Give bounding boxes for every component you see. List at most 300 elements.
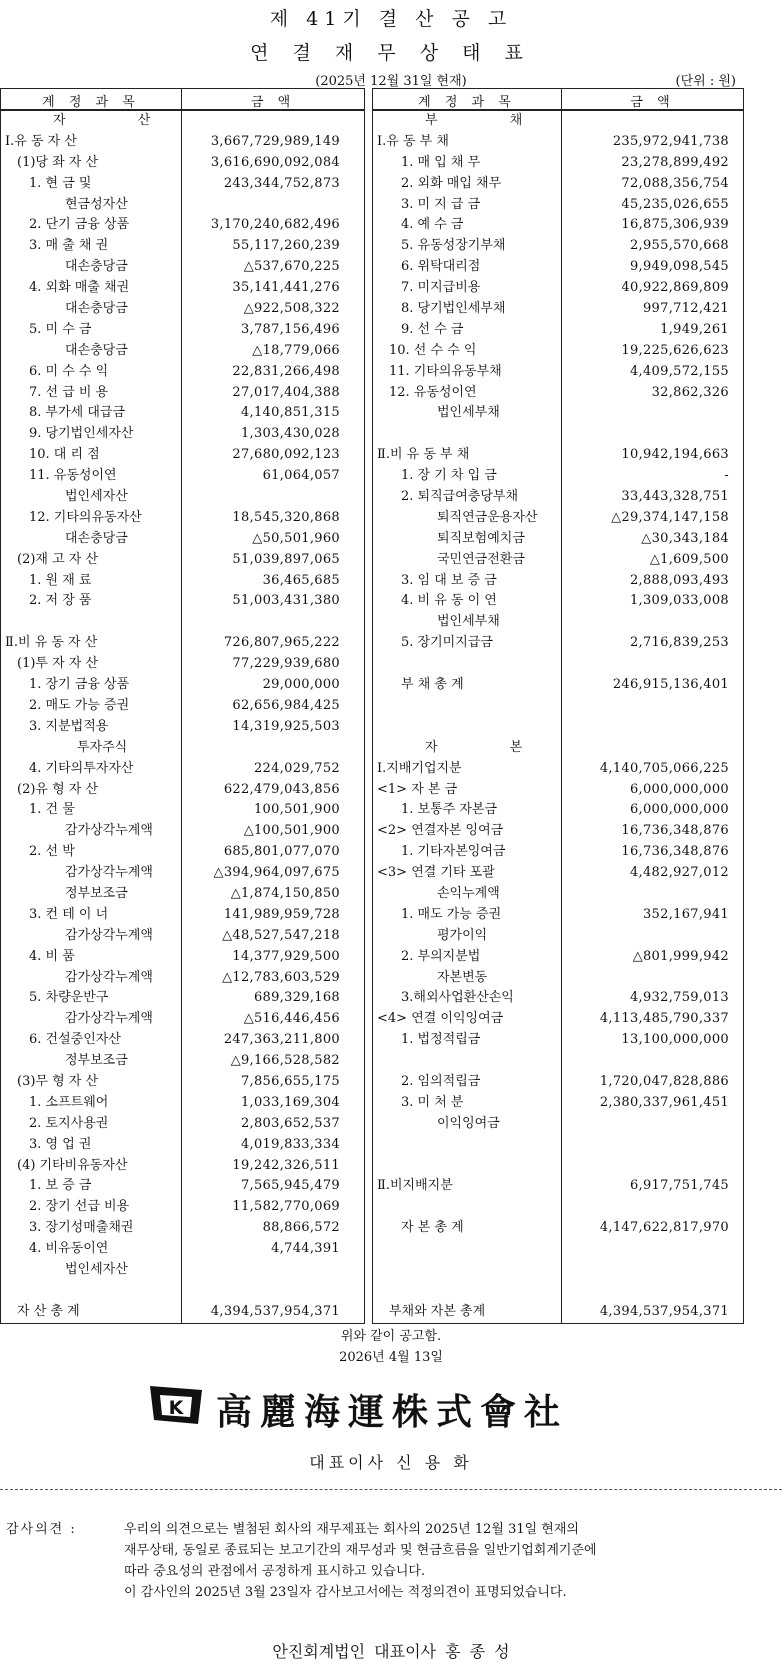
account-label: 1. 원 재 료 <box>29 572 92 588</box>
table-row <box>1 884 364 905</box>
table-row <box>373 529 743 550</box>
table-row <box>373 1051 743 1072</box>
amount-value: 2,955,570,668 <box>629 238 729 254</box>
table-row <box>373 111 743 132</box>
account-header: 계 정 과 목 <box>42 95 140 110</box>
account-label: Ⅰ.지배기업지분 <box>377 760 462 776</box>
table-row <box>373 320 743 341</box>
table-row <box>1 675 364 696</box>
account-label: <3> 연결 기타 포괄 <box>377 865 495 881</box>
amount-value: 72,088,356,754 <box>621 175 729 191</box>
account-label: 11. 기타의유동부채 <box>389 363 502 379</box>
table-row <box>373 550 743 571</box>
account-label: 정부보조금 <box>65 885 128 901</box>
table-row <box>373 696 743 717</box>
table-row <box>1 571 364 592</box>
amount-value: 55,117,260,239 <box>232 238 340 254</box>
account-label: 4. 비 품 <box>29 948 75 964</box>
amount-value: △30,343,184 <box>641 530 729 546</box>
table-row <box>1 1114 364 1135</box>
amount-value: 35,141,441,276 <box>232 280 340 296</box>
amount-value: △48,527,547,218 <box>222 927 340 943</box>
amount-value: 100,501,900 <box>253 802 340 818</box>
account-label: 현금성자산 <box>65 196 128 212</box>
amount-value: 36,465,685 <box>262 572 340 588</box>
amount-value: 88,866,572 <box>262 1220 340 1236</box>
amount-value: 726,807,965,222 <box>223 635 340 651</box>
account-label: 법인세자산 <box>65 489 128 505</box>
table-row <box>1 591 364 612</box>
account-label: 4. 비유동이연 <box>29 1241 109 1257</box>
table-row <box>373 1009 743 1030</box>
amount-value: 7,565,945,479 <box>240 1178 340 1194</box>
amount-value: △922,508,322 <box>243 301 340 317</box>
account-label: 법인세부채 <box>437 405 500 421</box>
amount-value: 18,545,320,868 <box>232 509 340 525</box>
account-label: 감가상각누계액 <box>65 865 153 881</box>
amount-value: 3,667,729,989,149 <box>210 133 340 149</box>
account-label: 자 본 총 계 <box>401 1220 464 1236</box>
account-label: 1. 소프트웨어 <box>29 1094 109 1110</box>
account-label: Ⅱ.비 유 동 부 채 <box>377 447 470 463</box>
account-label: 부채와 자본 총계 <box>389 1303 486 1319</box>
account-label: (4) 기타비유동자산 <box>17 1157 128 1173</box>
account-label: 5. 유동성장기부채 <box>401 238 506 254</box>
amount-value: 1,949,261 <box>660 321 729 337</box>
table-row <box>373 1093 743 1114</box>
account-label: 2. 단기 금융 상품 <box>29 217 130 233</box>
amount-value: △1,874,150,850 <box>230 885 340 901</box>
table-row <box>1 905 364 926</box>
audit-line: 우리의 의견으로는 별첨된 회사의 재무제표는 회사의 2025년 12월 31일 현재의 <box>124 1522 579 1537</box>
table-row <box>1 968 364 989</box>
account-label: 법인세자산 <box>65 1261 128 1277</box>
account-label: 1. 보 증 금 <box>29 1178 92 1194</box>
amount-value: 14,377,929,500 <box>232 948 340 964</box>
amount-value: 2,380,337,961,451 <box>599 1094 729 1110</box>
account-label: 정부보조금 <box>65 1053 128 1069</box>
account-label: 1. 현 금 및 <box>29 175 92 191</box>
account-label: 자 산 총 계 <box>17 1303 80 1319</box>
table-row <box>1 403 364 424</box>
closing-notice: 위와 같이 공고함. <box>340 1329 442 1344</box>
amount-value: 22,831,266,498 <box>232 363 340 379</box>
amount-value: 4,394,537,954,371 <box>599 1303 729 1319</box>
amount-value: 7,856,655,175 <box>240 1073 340 1089</box>
account-label: 9. 선 수 금 <box>401 321 464 337</box>
table-row <box>1 320 364 341</box>
table-row <box>373 842 743 863</box>
table-row <box>373 236 743 257</box>
account-label: 11. 유동성이연 <box>29 468 117 484</box>
account-label: 법인세부채 <box>437 614 500 630</box>
amount-value: △12,783,603,529 <box>222 969 340 985</box>
table-row <box>1 174 364 195</box>
table-row <box>1 1093 364 1114</box>
table-row <box>373 591 743 612</box>
amount-value: △516,446,456 <box>243 1011 340 1027</box>
table-row <box>373 675 743 696</box>
company-name: 高麗海運株式會社 <box>216 1391 569 1433</box>
amount-value: 45,235,026,655 <box>621 196 729 212</box>
table-row <box>373 968 743 989</box>
amount-value: 4,019,833,334 <box>240 1136 340 1152</box>
account-label: 1. 매 입 채 무 <box>401 154 481 170</box>
table-row <box>373 508 743 529</box>
account-label: 10. 선 수 수 익 <box>389 342 477 358</box>
liabilities-rows <box>373 111 743 1323</box>
table-row <box>373 1156 743 1177</box>
notice-title: 제 41기 결 산 공 고 <box>269 8 513 30</box>
amount-value: 243,344,752,873 <box>223 175 340 191</box>
table-row <box>1 445 364 466</box>
amount-value: 23,278,899,492 <box>621 154 729 170</box>
table-row <box>1 383 364 404</box>
table-row <box>373 1135 743 1156</box>
amount-value: 247,363,211,800 <box>223 1032 340 1048</box>
account-label: 퇴직연금운용자산 <box>437 509 538 525</box>
table-row <box>373 1114 743 1135</box>
table-row <box>1 153 364 174</box>
table-row <box>1 1072 364 1093</box>
audit-line: 이 감사인의 2025년 3월 23일자 감사보고서에는 적정의견이 표명되었습니다. <box>124 1585 567 1600</box>
table-row <box>1 696 364 717</box>
account-label: 이익잉여금 <box>437 1115 500 1131</box>
table-row <box>1 633 364 654</box>
table-row <box>373 383 743 404</box>
account-label: <4> 연결 이익잉여금 <box>377 1011 504 1027</box>
table-row <box>1 1218 364 1239</box>
account-label: 자본변동 <box>437 969 488 985</box>
amount-value: 689,329,168 <box>253 990 340 1006</box>
amount-value: 4,482,927,012 <box>629 865 729 881</box>
amount-value: △100,501,900 <box>243 823 340 839</box>
audit-opinion-label: 감사의견 : <box>6 1522 77 1537</box>
table-row <box>1 341 364 362</box>
account-label: 2. 퇴직급여충당부채 <box>401 489 518 505</box>
table-row <box>373 1176 743 1197</box>
account-label: (3)무 형 자 산 <box>17 1073 99 1089</box>
table-row <box>373 466 743 487</box>
liabilities-equity-table <box>372 88 744 1324</box>
table-row <box>373 612 743 633</box>
account-label: 감가상각누계액 <box>65 823 153 839</box>
account-label: 3. 미 지 급 금 <box>401 196 481 212</box>
amount-value: 9,949,098,545 <box>629 259 729 275</box>
account-label: <2> 연결자본 잉여금 <box>377 823 504 839</box>
table-row <box>1 1051 364 1072</box>
account-label: 1. 보통주 자본금 <box>401 802 498 818</box>
table-row <box>1 654 364 675</box>
account-label: Ⅱ.비 유 동 자 산 <box>5 635 98 651</box>
account-label: 3. 임 대 보 증 금 <box>401 572 497 588</box>
amount-value: △9,166,528,582 <box>230 1053 340 1069</box>
amount-value: 51,039,897,065 <box>232 551 340 567</box>
amount-value: 4,147,622,817,970 <box>599 1220 729 1236</box>
table-row <box>373 424 743 445</box>
amount-value: 2,803,652,537 <box>240 1115 340 1131</box>
amount-value: 2,888,093,493 <box>629 572 729 588</box>
audit-opinion-text <box>124 1519 774 1603</box>
table-row <box>373 926 743 947</box>
table-row <box>373 780 743 801</box>
table-row <box>1 988 364 1009</box>
account-label: 6. 건설중인자산 <box>29 1032 121 1048</box>
account-label: 자 본 <box>425 739 557 755</box>
table-row <box>1 1030 364 1051</box>
statement-title: 연 결 재 무 상 태 표 <box>250 42 532 64</box>
table-row <box>373 403 743 424</box>
account-label: 자 산 <box>53 113 185 128</box>
table-row <box>1 717 364 738</box>
account-label: 8. 부가세 대급금 <box>29 405 126 421</box>
amount-value: - <box>724 468 729 484</box>
table-row <box>373 1260 743 1281</box>
amount-value: △18,779,066 <box>252 342 340 358</box>
table-row <box>1 1156 364 1177</box>
table-row <box>373 1302 743 1323</box>
account-label: 1. 매도 가능 증권 <box>401 906 502 922</box>
account-label: 대손충당금 <box>65 342 128 358</box>
account-label: 1. 장기 금융 상품 <box>29 677 130 693</box>
table-row <box>373 800 743 821</box>
account-label: 1. 기타자본잉여금 <box>401 844 506 860</box>
amount-value: 51,003,431,380 <box>232 593 340 609</box>
amount-value: 997,712,421 <box>642 301 729 317</box>
table-row <box>1 1281 364 1302</box>
amount-value: 4,744,391 <box>271 1241 340 1257</box>
account-label: 4. 외화 매출 채권 <box>29 280 130 296</box>
account-label: 감가상각누계액 <box>65 1011 153 1027</box>
account-label: 부 채 총 계 <box>401 677 464 693</box>
table-row <box>1 487 364 508</box>
table-row <box>373 759 743 780</box>
table-row <box>373 132 743 153</box>
amount-value: 141,989,959,728 <box>223 906 340 922</box>
account-label: 평가이익 <box>437 927 488 943</box>
table-row <box>1 508 364 529</box>
amount-value: 4,409,572,155 <box>629 363 729 379</box>
account-label: Ⅰ.유 동 부 채 <box>377 133 449 149</box>
ceo-name: 대표이사 신 용 화 <box>309 1453 473 1472</box>
amount-value: 6,000,000,000 <box>629 781 729 797</box>
table-row <box>1 132 364 153</box>
amount-value: 246,915,136,401 <box>612 677 729 693</box>
amount-value: 3,616,690,092,084 <box>210 154 340 170</box>
table-row <box>373 821 743 842</box>
amount-value: 33,443,328,751 <box>621 489 729 505</box>
account-label: 3. 지분법적용 <box>29 718 109 734</box>
table-row <box>373 905 743 926</box>
logo-letter: K <box>168 1397 184 1419</box>
table-row <box>373 1218 743 1239</box>
account-label: 2. 선 박 <box>29 844 75 860</box>
account-label: 3. 장기성매출채권 <box>29 1220 134 1236</box>
account-label: 감가상각누계액 <box>65 969 153 985</box>
amount-value: 224,029,752 <box>253 760 340 776</box>
currency-unit: (단위 : 원) <box>675 74 736 89</box>
account-label: Ⅰ.유 동 자 산 <box>5 133 77 149</box>
table-row <box>1 215 364 236</box>
amount-value: △1,609,500 <box>649 551 729 567</box>
account-label: 투자주식 <box>77 739 128 755</box>
table-row <box>373 299 743 320</box>
audit-line: 재무상태, 동일로 종료되는 보고기간의 재무성과 및 현금흐름을 일반기업회계기준에 <box>124 1543 597 1558</box>
table-row <box>373 445 743 466</box>
table-row <box>373 1197 743 1218</box>
account-label: 3. 영 업 권 <box>29 1136 92 1152</box>
amount-value: 13,100,000,000 <box>621 1032 729 1048</box>
account-label: 1. 건 물 <box>29 802 75 818</box>
amount-value: 19,242,326,511 <box>232 1157 340 1173</box>
assets-table-header <box>1 89 364 111</box>
amount-value: 1,303,430,028 <box>240 426 340 442</box>
account-label: 12. 유동성이연 <box>389 384 477 400</box>
table-row <box>1 195 364 216</box>
account-label: 퇴직보험예치금 <box>437 530 525 546</box>
table-row <box>373 1239 743 1260</box>
dashed-divider <box>0 1489 782 1490</box>
table-row <box>1 111 364 132</box>
account-label: 대손충당금 <box>65 530 128 546</box>
account-label: 10. 대 리 점 <box>29 447 100 463</box>
amount-value: 1,033,169,304 <box>240 1094 340 1110</box>
table-row <box>1 1135 364 1156</box>
amount-value: 235,972,941,738 <box>612 133 729 149</box>
account-label: 대손충당금 <box>65 259 128 275</box>
amount-value: 1,720,047,828,886 <box>599 1073 729 1089</box>
table-row <box>373 1030 743 1051</box>
account-label: 12. 기타의유동자산 <box>29 509 142 525</box>
table-row <box>1 1197 364 1218</box>
amount-value: 19,225,626,623 <box>621 342 729 358</box>
account-label: 3. 매 출 채 권 <box>29 238 109 254</box>
amount-value: 685,801,077,070 <box>223 844 340 860</box>
closing-date: 2026년 4월 13일 <box>339 1350 443 1365</box>
amount-value: 3,170,240,682,496 <box>210 217 340 233</box>
account-label: (2)유 형 자 산 <box>17 781 99 797</box>
account-label: 7. 선 급 비 용 <box>29 384 109 400</box>
amount-value: △801,999,942 <box>632 948 729 964</box>
amount-value: 40,922,869,809 <box>621 280 729 296</box>
account-label: 1. 법정적립금 <box>401 1032 481 1048</box>
account-label: 9. 당기법인세자산 <box>29 426 134 442</box>
table-row <box>1 926 364 947</box>
table-row <box>1 550 364 571</box>
amount-value: △394,964,097,675 <box>213 865 340 881</box>
table-row <box>1 1009 364 1030</box>
table-row <box>1 947 364 968</box>
amount-value: 4,113,485,790,337 <box>599 1011 729 1027</box>
account-header: 계 정 과 목 <box>418 95 516 110</box>
account-label: 8. 당기법인세부채 <box>401 301 506 317</box>
table-row <box>1 800 364 821</box>
account-label: 6. 위탁대리점 <box>401 259 481 275</box>
amount-value: 62,656,984,425 <box>232 697 340 713</box>
amount-value: 1,309,033,008 <box>629 593 729 609</box>
amount-value: △50,501,960 <box>252 530 340 546</box>
account-label: <1> 자 본 금 <box>377 781 458 797</box>
table-row <box>1 278 364 299</box>
account-label: 2. 부의지분법 <box>401 948 481 964</box>
account-label: 2. 외화 매입 채무 <box>401 175 502 191</box>
table-row <box>373 278 743 299</box>
audit-line: 따라 중요성의 관점에서 공정하게 표시하고 있습니다. <box>124 1564 426 1579</box>
account-label: 2. 장기 선급 비용 <box>29 1199 130 1215</box>
table-row <box>1 738 364 759</box>
table-row <box>1 236 364 257</box>
account-label: 2. 토지사용권 <box>29 1115 109 1131</box>
table-row <box>373 717 743 738</box>
table-row <box>1 1239 364 1260</box>
table-row <box>1 1302 364 1323</box>
table-row <box>373 362 743 383</box>
account-label: 대손충당금 <box>65 301 128 317</box>
amount-value: 622,479,043,856 <box>223 781 340 797</box>
table-row <box>1 842 364 863</box>
table-row <box>373 738 743 759</box>
amount-value: 32,862,326 <box>651 384 729 400</box>
amount-value: 4,140,705,066,225 <box>599 760 729 776</box>
account-label: 부 채 <box>425 113 557 128</box>
amount-value: 4,932,759,013 <box>629 990 729 1006</box>
account-label: 손익누계액 <box>437 885 500 901</box>
account-label: 4. 기타의투자자산 <box>29 760 134 776</box>
account-label: 4. 비 유 동 이 연 <box>401 593 497 609</box>
table-row <box>373 863 743 884</box>
account-label: 3. 미 처 분 <box>401 1094 464 1110</box>
table-row <box>373 1281 743 1302</box>
amount-value: △537,670,225 <box>243 259 340 275</box>
amount-header: 금 액 <box>630 95 675 110</box>
company-flag-logo-icon <box>150 1386 202 1426</box>
amount-value: 27,017,404,388 <box>232 384 340 400</box>
table-row <box>373 1072 743 1093</box>
table-row <box>373 633 743 654</box>
amount-value: 6,917,751,745 <box>629 1178 729 1194</box>
table-row <box>1 424 364 445</box>
account-label: 7. 미지급비용 <box>401 280 481 296</box>
table-row <box>1 780 364 801</box>
table-row <box>1 529 364 550</box>
table-row <box>1 821 364 842</box>
amount-value: 2,716,839,253 <box>629 635 729 651</box>
account-label: 1. 장 기 차 입 금 <box>401 468 497 484</box>
amount-value: 16,736,348,876 <box>621 844 729 860</box>
amount-value: 14,319,925,503 <box>232 718 340 734</box>
account-label: 5. 미 수 금 <box>29 321 92 337</box>
amount-value: 4,140,851,315 <box>240 405 340 421</box>
table-row <box>1 299 364 320</box>
assets-rows <box>1 111 364 1323</box>
amount-value: 352,167,941 <box>642 906 729 922</box>
liabilities-table-header <box>373 89 743 111</box>
table-row <box>373 195 743 216</box>
amount-header: 금 액 <box>250 95 296 110</box>
account-label: Ⅱ.비지배지분 <box>377 1178 453 1194</box>
amount-value: 6,000,000,000 <box>629 802 729 818</box>
table-row <box>373 215 743 236</box>
auditor-signature: 안진회계법인 대표이사 홍 종 성 <box>272 1642 510 1661</box>
table-row <box>373 341 743 362</box>
table-row <box>1 466 364 487</box>
table-row <box>373 174 743 195</box>
table-row <box>1 362 364 383</box>
account-label: (2)재 고 자 산 <box>17 551 99 567</box>
table-row <box>1 759 364 780</box>
account-label: 2. 임의적립금 <box>401 1073 481 1089</box>
account-label: 2. 매도 가능 증권 <box>29 697 130 713</box>
